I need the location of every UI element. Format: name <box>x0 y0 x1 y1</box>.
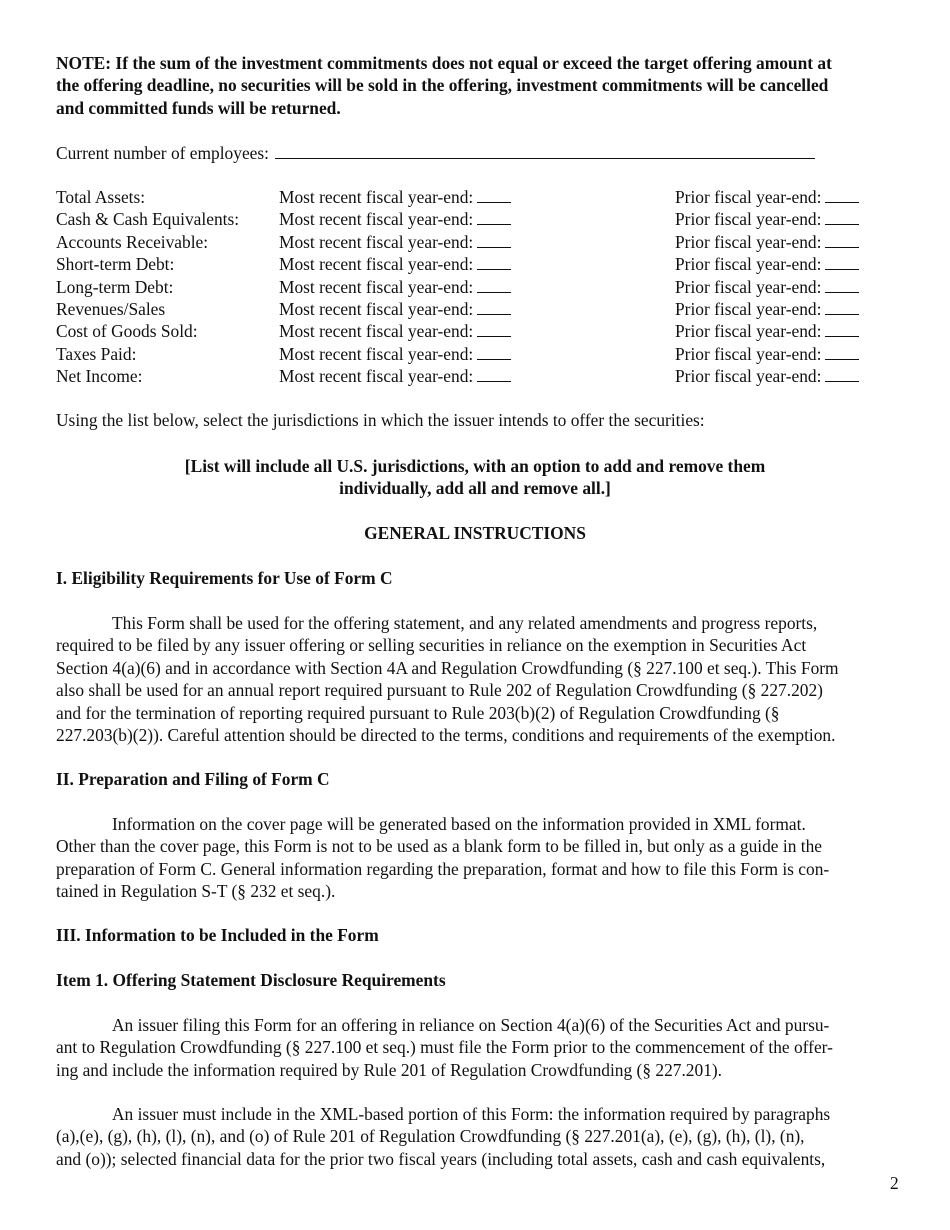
employees-field[interactable] <box>275 142 815 159</box>
prior-year-blank[interactable] <box>825 231 859 248</box>
recent-year-field <box>279 208 511 230</box>
item1-paragraph-2 <box>56 1103 896 1170</box>
recent-year-field <box>279 276 511 298</box>
prior-year-field <box>675 231 859 253</box>
prior-year-blank[interactable] <box>825 253 859 270</box>
prior-year-label: Prior fiscal year-end: <box>675 298 822 319</box>
prior-year-label: Prior fiscal year-end: <box>675 343 822 364</box>
section-heading-information: III. Information to be Included in the Form <box>56 925 379 945</box>
recent-year-label: Most recent fiscal year-end: <box>279 187 474 207</box>
item1-heading: Item 1. Offering Statement Disclosure Requirements <box>56 970 446 990</box>
employees-line <box>56 142 815 164</box>
recent-year-field <box>279 320 511 342</box>
recent-year-blank[interactable] <box>477 298 511 315</box>
financial-row-label: Total Assets: <box>56 187 146 207</box>
prior-year-label: Prior fiscal year-end: <box>675 187 822 207</box>
financial-row <box>56 276 896 298</box>
prior-year-label: Prior fiscal year-end: <box>675 254 822 275</box>
list-note-line: individually, add all and remove all.] <box>339 478 611 499</box>
financial-row <box>56 208 896 230</box>
page-number: 2 <box>890 1173 899 1193</box>
prior-year-field <box>675 186 859 208</box>
section-heading-eligibility: I. Eligibility Requirements for Use of Form C <box>56 568 393 588</box>
recent-year-field <box>279 298 511 320</box>
prior-year-blank[interactable] <box>825 365 859 382</box>
recent-year-field <box>279 186 511 208</box>
text-line: tained in Regulation S-T (§ 232 et seq.). <box>56 881 336 902</box>
prior-year-field <box>675 298 859 320</box>
recent-year-field <box>279 231 511 253</box>
financial-row-label: Short-term Debt: <box>56 254 175 275</box>
recent-year-field <box>279 253 511 275</box>
recent-year-blank[interactable] <box>477 253 511 270</box>
prior-year-label: Prior fiscal year-end: <box>675 366 822 387</box>
prior-year-blank[interactable] <box>825 320 859 337</box>
text-line: preparation of Form C. General information regarding the preparation, format and how to file this Form is con- <box>56 858 830 879</box>
text-line: (a),(e), (g), (h), (l), (n), and (o) of Rule 201 of Regulation Crowdfunding (§ 227.201(a), (e), (g), (h), (l), (n), <box>56 1126 805 1147</box>
text-line: and for the termination of reporting required pursuant to Rule 203(b)(2) of Regulation Crowdfunding (§ <box>56 702 780 723</box>
text-line: An issuer filing this Form for an offering in reliance on Section 4(a)(6) of the Securities Act and pursu- <box>112 1015 830 1035</box>
recent-year-label: Most recent fiscal year-end: <box>279 231 474 252</box>
recent-year-label: Most recent fiscal year-end: <box>279 209 474 230</box>
recent-year-blank[interactable] <box>477 231 511 248</box>
prior-year-blank[interactable] <box>825 343 859 360</box>
recent-year-label: Most recent fiscal year-end: <box>279 366 474 387</box>
recent-year-blank[interactable] <box>477 208 511 225</box>
recent-year-blank[interactable] <box>477 320 511 337</box>
prior-year-label: Prior fiscal year-end: <box>675 276 822 297</box>
prior-year-field <box>675 276 859 298</box>
text-line: Other than the cover page, this Form is not to be used as a blank form to be filled in, but only as a guide in the <box>56 836 822 857</box>
financial-row-label: Cost of Goods Sold: <box>56 321 198 342</box>
prior-year-label: Prior fiscal year-end: <box>675 321 822 342</box>
financial-row-label: Long-term Debt: <box>56 276 174 297</box>
prior-year-field <box>675 253 859 275</box>
financial-row-label: Accounts Receivable: <box>56 231 209 252</box>
financial-row-label: Cash & Cash Equivalents: <box>56 209 240 230</box>
recent-year-label: Most recent fiscal year-end: <box>279 321 474 342</box>
recent-year-field <box>279 343 511 365</box>
jurisdiction-list-note <box>56 455 894 500</box>
section-eligibility-body <box>56 612 896 746</box>
recent-year-label: Most recent fiscal year-end: <box>279 254 474 275</box>
recent-year-label: Most recent fiscal year-end: <box>279 343 474 364</box>
prior-year-field <box>675 320 859 342</box>
item1-paragraph-1 <box>56 1014 896 1081</box>
prior-year-blank[interactable] <box>825 298 859 315</box>
financial-data-table <box>56 186 896 388</box>
prior-year-field <box>675 365 859 387</box>
financial-row <box>56 320 896 342</box>
prior-year-field <box>675 208 859 230</box>
recent-year-blank[interactable] <box>477 343 511 360</box>
financial-row <box>56 186 896 208</box>
list-note-line: [List will include all U.S. jurisdictions, with an option to add and remove them <box>184 456 766 476</box>
financial-row-label: Taxes Paid: <box>56 343 137 364</box>
text-line: Section 4(a)(6) and in accordance with Section 4A and Regulation Crowdfunding (§ 227.100 et seq.). This Form <box>56 657 839 678</box>
text-line: required to be filed by any issuer offering or selling securities in reliance on the exemption in Securities Act <box>56 635 807 656</box>
prior-year-blank[interactable] <box>825 208 859 225</box>
text-line: Information on the cover page will be generated based on the information provided in XML format. <box>112 814 806 834</box>
financial-row <box>56 253 896 275</box>
text-line: ant to Regulation Crowdfunding (§ 227.100 et seq.) must file the Form prior to the commencement of the offer- <box>56 1037 833 1058</box>
financial-row <box>56 365 896 387</box>
recent-year-blank[interactable] <box>477 365 511 382</box>
financial-row <box>56 231 896 253</box>
prior-year-blank[interactable] <box>825 276 859 293</box>
prior-year-label: Prior fiscal year-end: <box>675 231 822 252</box>
jurisdictions-instruction: Using the list below, select the jurisdictions in which the issuer intends to offer the securities: <box>56 410 705 430</box>
financial-row-label: Net Income: <box>56 366 143 387</box>
recent-year-label: Most recent fiscal year-end: <box>279 298 474 319</box>
recent-year-blank[interactable] <box>477 186 511 203</box>
text-line: 227.203(b)(2)). Careful attention should be directed to the terms, conditions and requirements of the exemption. <box>56 725 836 746</box>
text-line: ing and include the information required by Rule 201 of Regulation Crowdfunding (§ 227.201). <box>56 1059 723 1080</box>
section-preparation-body <box>56 813 896 903</box>
prior-year-label: Prior fiscal year-end: <box>675 209 822 230</box>
text-line: An issuer must include in the XML-based portion of this Form: the information required by paragraphs <box>112 1104 831 1124</box>
offering-note: NOTE: If the sum of the investment commitments does not equal or exceed the target offering amount at the offering deadline, no securities will be sold in the offering, investment commitments will be cancelled and committed funds will be returned. <box>56 53 832 118</box>
general-instructions-title: GENERAL INSTRUCTIONS <box>364 523 586 543</box>
text-line: This Form shall be used for the offering statement, and any related amendments and progress reports, <box>112 613 818 633</box>
text-line: and (o)); selected financial data for the prior two fiscal years (including total assets, cash and cash equivalents, <box>56 1148 826 1169</box>
recent-year-blank[interactable] <box>477 276 511 293</box>
prior-year-field <box>675 343 859 365</box>
financial-row <box>56 298 896 320</box>
text-line: also shall be used for an annual report required pursuant to Rule 202 of Regulation Crowdfunding (§ 227.202) <box>56 680 823 701</box>
recent-year-label: Most recent fiscal year-end: <box>279 276 474 297</box>
financial-row-label: Revenues/Sales <box>56 298 166 319</box>
financial-row <box>56 343 896 365</box>
employees-label: Current number of employees: <box>56 143 269 163</box>
recent-year-field <box>279 365 511 387</box>
prior-year-blank[interactable] <box>825 186 859 203</box>
section-heading-preparation: II. Preparation and Filing of Form C <box>56 769 330 789</box>
